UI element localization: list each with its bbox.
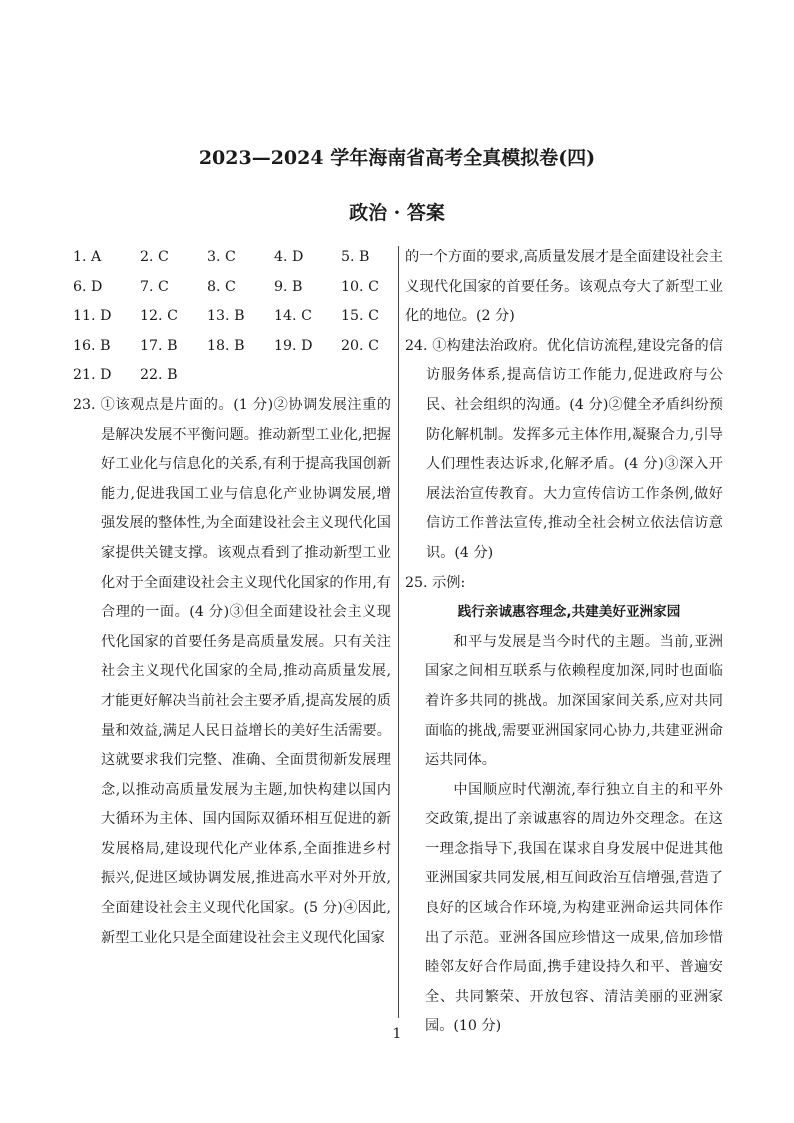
answer-item: 18. B [207,337,245,354]
answer-item: 9. B [274,278,303,295]
answer-item: 13. B [207,308,245,325]
answer-item: 8. C [207,278,236,295]
answer-item: 5. B [341,249,370,265]
answer-item: 3. C [207,249,236,265]
page-title: 2023—2024 学年海南省高考全真模拟卷(四) [198,147,596,169]
answer-item: 6. D [73,278,103,295]
answer-item: 12. C [140,308,178,325]
answer-item: 16. B [73,337,111,354]
question-23-continued: 的一个方面的要求,高质量发展才是全面建设社会主义现代化国家的首要任务。该观点夸大了新型工业化的地位。(2 分) [405,249,723,325]
answer-item: 15. C [341,308,379,325]
answer-item: 11. D [73,308,112,325]
page-subtitle: 政治 · 答案 [349,202,445,224]
question-23-answer: 23. ①该观点是片面的。(1 分)②协调发展注重的是解决发展不平衡问题。推动新型工业化,把握好工业化与信息化的关系,有利于提高我国创新能力,促进我国工业与信息化产业协调发展,增强发展的整体性,为全面建设社会主义现代化国家提供关键支撑。该观点看到了推动新型工业化对于全面建设社会主义现代化国家的作用,有合理的一面。(4 分)③但全面建设社会主义现代化国家的首要任务是高质量发展。只有关注社会主义现代化国家的全局,推动高质量发展,才能更好解决当前社会主要矛盾,提高发展的质量和效益,满足人民日益增长的美好生活需要。这就要求我们完整、准确、全面贯彻新发展理念,以推动高质量发展为主题,加快构建以国内大循环为主体、国内国际双循环相互促进的新发展格局,建设现代化产业体系,全面推进乡村振兴,促进区域协调发展,推进高水平对外开放,全面建设社会主义现代化国家。(5 分)④因此,新型工业化只是全面建设社会主义现代化国家 [73,396,391,946]
answer-item: 21. D [73,367,112,384]
answer-item: 17. B [140,337,178,354]
answer-item: 20. C [341,337,379,354]
left-column [73,243,391,953]
essay-title: 践行亲诚惠容理念,共建美好亚洲家园 [457,604,681,621]
answer-item: 1. A [73,249,102,265]
answer-item: 19. D [274,337,313,354]
essay-paragraph: 和平与发展是当今时代的主题。当前,亚洲国家之间相互联系与依赖程度加深,同时也面临着许多共同的挑战。加深国家间关系,应对共同面临的挑战,需要亚洲国家同心协力,共建亚洲命运共同体。 [425,633,723,769]
question-24-answer: 24. ①构建法治政府。优化信访流程,建设完备的信访服务体系,提高信访工作能力,促进政府与公民、社会组织的沟通。(4 分)②健全矛盾纠纷预防化解机制。发挥多元主体作用,凝聚合力,引导人们理性表达诉求,化解矛盾。(4 分)③深入开展法治宣传教育。大力宣传信访工作条例,做好信访工作普法宣传,推动全社会树立依法信访意识。(4 分) [405,337,723,561]
answer-item: 14. C [274,308,312,325]
column-divider [398,246,399,1018]
answer-key-grid [73,243,391,391]
question-25-label: 25. 示例: [405,574,466,591]
answer-item: 2. C [140,249,169,265]
answer-item: 7. C [140,278,169,295]
page-number: 1 [392,1026,402,1042]
essay-paragraph: 中国顺应时代潮流,奉行独立自主的和平外交政策,提出了亲诚惠容的周边外交理念。在这一理念指导下,我国在谋求自身发展中促进其他亚洲国家共同发展,相互间政治互信增强,营造了良好的区域合作环境,为构建亚洲命运共同体作出了示范。亚洲各国应珍惜这一成果,倍加珍惜睦邻友好合作局面,携手建设持久和平、普遍安全、共同繁荣、开放包容、清洁美丽的亚洲家园。(10 分) [425,781,723,1035]
right-column [405,243,723,1042]
answer-item: 22. B [140,367,178,384]
answer-item: 10. C [341,278,379,295]
answer-item: 4. D [274,249,304,265]
